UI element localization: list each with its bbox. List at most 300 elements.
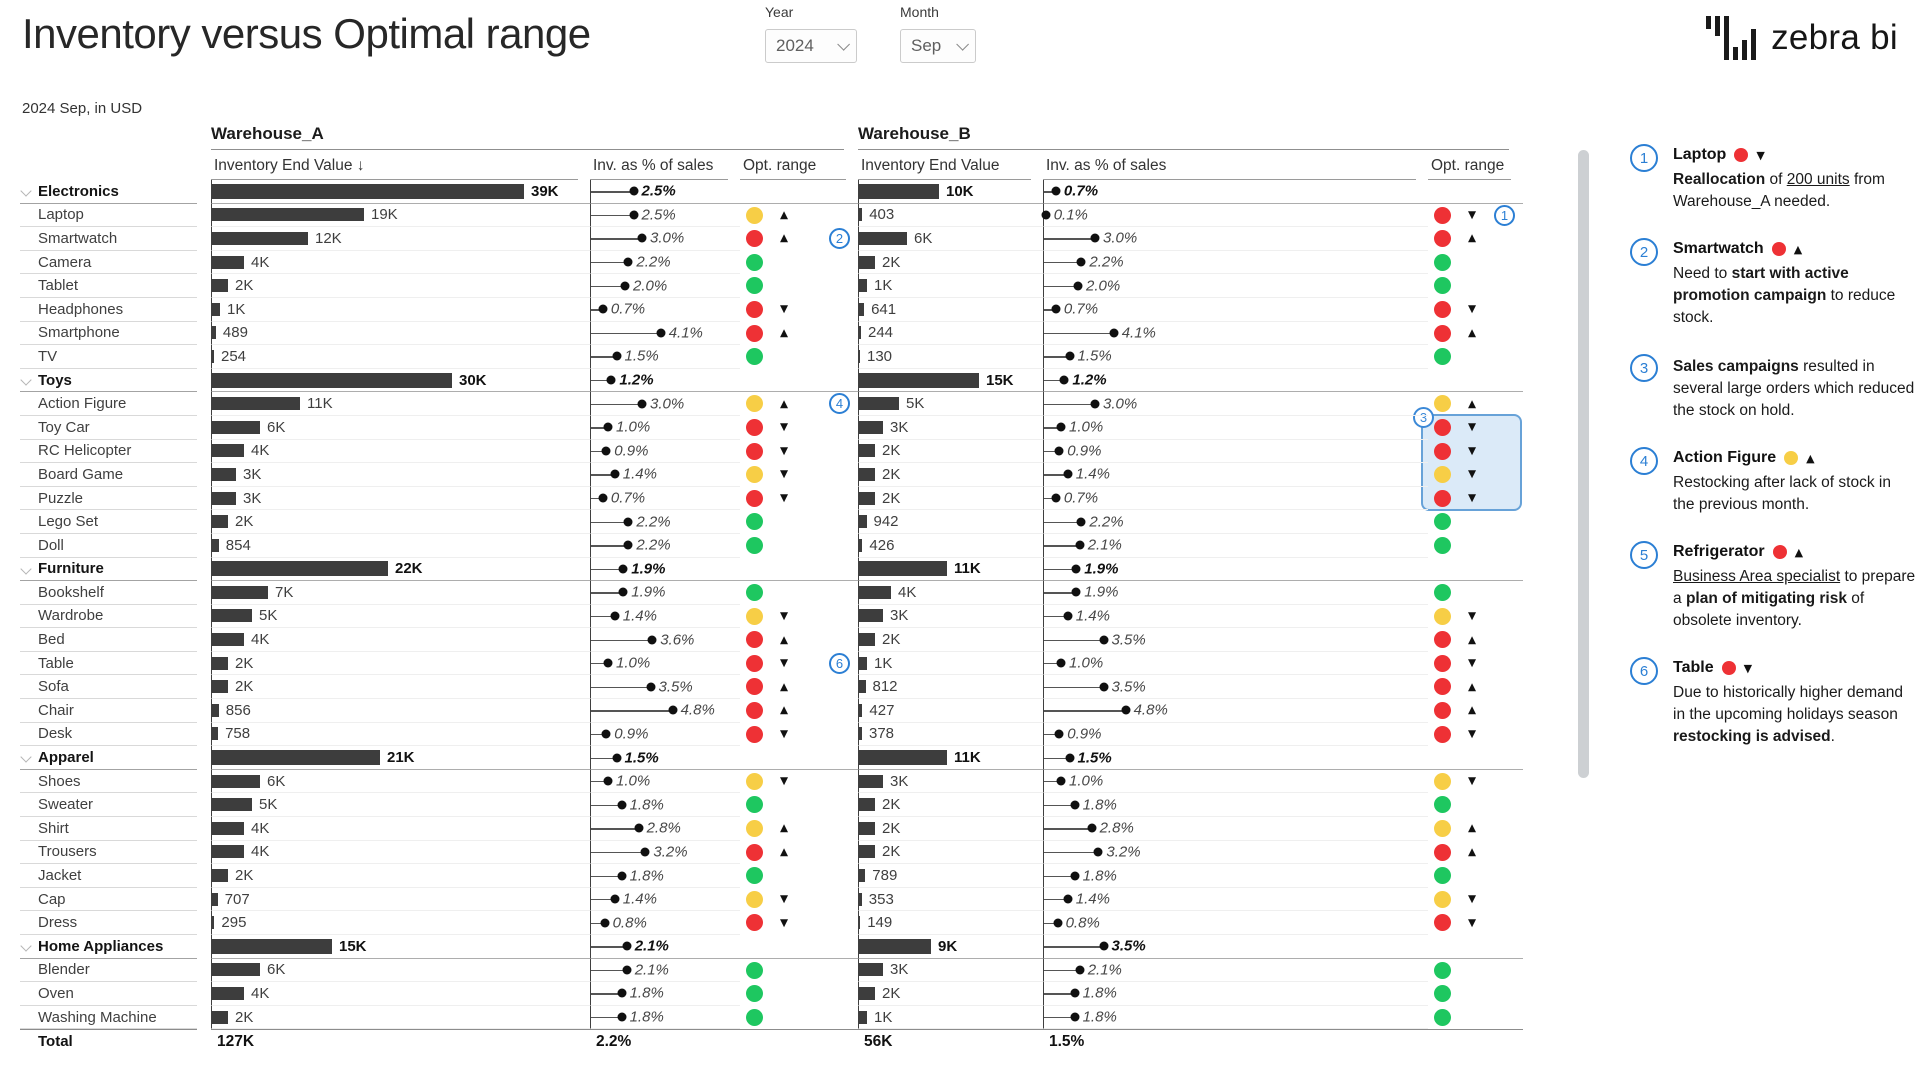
pct-lollipop-a[interactable]: [590, 534, 740, 558]
inventory-bar[interactable]: [212, 869, 228, 882]
pct-lollipop-b[interactable]: [1043, 392, 1428, 416]
category-label[interactable]: [20, 369, 197, 393]
opt-range-dot[interactable]: [1434, 891, 1451, 908]
opt-range-dot[interactable]: [1434, 914, 1451, 931]
category-label[interactable]: [20, 817, 197, 841]
inventory-bar[interactable]: [859, 869, 865, 882]
annotation-text: Business Area specialist to prepare a plan of mitigating risk of obsolete inventory.: [1673, 568, 1916, 629]
opt-range-dot[interactable]: [746, 301, 763, 318]
pct-lollipop-a[interactable]: [590, 770, 740, 794]
pct-lollipop-a[interactable]: [590, 746, 740, 770]
opt-range-cell-b: [1428, 487, 1523, 511]
total-value-a: 127K: [217, 1033, 255, 1051]
opt-range-dot[interactable]: [746, 207, 763, 224]
inventory-bar[interactable]: [859, 444, 875, 457]
col-header-inventory-value-a[interactable]: Inventory End Value ↓: [211, 153, 578, 180]
inventory-bar[interactable]: [859, 963, 883, 976]
comment-badge[interactable]: 2: [829, 228, 850, 249]
category-label[interactable]: [20, 675, 197, 699]
inventory-bar[interactable]: [859, 492, 875, 505]
opt-range-dot[interactable]: [746, 325, 763, 342]
opt-range-dot[interactable]: [746, 443, 763, 460]
inventory-bar[interactable]: [859, 609, 883, 622]
pct-lollipop-b[interactable]: [1043, 463, 1428, 487]
category-label[interactable]: [20, 392, 197, 416]
opt-range-dot[interactable]: [746, 844, 763, 861]
inventory-bar[interactable]: [212, 798, 252, 811]
inventory-bar[interactable]: [859, 515, 867, 528]
opt-range-dot[interactable]: [746, 962, 763, 979]
pct-lollipop-b[interactable]: [1043, 298, 1428, 322]
inventory-bar[interactable]: [212, 421, 260, 434]
inventory-bar[interactable]: [859, 704, 862, 717]
opt-range-dot[interactable]: [1434, 537, 1451, 554]
opt-range-dot[interactable]: [1434, 631, 1451, 648]
pct-lollipop-a[interactable]: [590, 322, 740, 346]
category-label[interactable]: [20, 935, 197, 959]
inventory-bar[interactable]: [212, 987, 244, 1000]
pct-lollipop-a[interactable]: [590, 298, 740, 322]
annotation-number-badge[interactable]: 1: [1630, 144, 1658, 172]
lollipop-dot: [622, 942, 631, 951]
inventory-bar[interactable]: [859, 350, 860, 363]
annotation-number-badge[interactable]: 2: [1630, 238, 1658, 266]
inventory-bar[interactable]: [859, 586, 891, 599]
category-label[interactable]: [20, 487, 197, 511]
pct-lollipop-b[interactable]: [1043, 864, 1428, 888]
comment-badge[interactable]: 4: [829, 393, 850, 414]
inventory-bar[interactable]: [212, 184, 524, 199]
pct-lollipop-b[interactable]: [1043, 251, 1428, 275]
inventory-bar[interactable]: [212, 633, 244, 646]
pct-lollipop-b[interactable]: [1043, 369, 1428, 393]
inventory-bar[interactable]: [212, 515, 228, 528]
inventory-value-label: 9K: [938, 937, 958, 955]
pct-lollipop-a[interactable]: [590, 416, 740, 440]
inventory-bar[interactable]: [212, 208, 364, 221]
pct-lollipop-b[interactable]: [1043, 227, 1428, 251]
inventory-bar[interactable]: [212, 916, 214, 929]
pct-lollipop-b[interactable]: [1043, 1006, 1428, 1030]
month-dropdown[interactable]: [900, 29, 976, 63]
annotation-text: Reallocation of 200 units from Warehouse_A needed.: [1673, 171, 1885, 210]
inventory-bar[interactable]: [212, 704, 219, 717]
pct-lollipop-a[interactable]: [590, 581, 740, 605]
opt-range-dot[interactable]: [746, 608, 763, 625]
inventory-bar[interactable]: [859, 893, 862, 906]
category-label[interactable]: [20, 463, 197, 487]
inventory-bar[interactable]: [859, 775, 883, 788]
category-label[interactable]: [20, 440, 197, 464]
opt-range-dot[interactable]: [1434, 584, 1451, 601]
annotation-number-badge[interactable]: 4: [1630, 447, 1658, 475]
category-label[interactable]: [20, 180, 197, 204]
opt-range-dot[interactable]: [1434, 513, 1451, 530]
opt-range-dot[interactable]: [1434, 1009, 1451, 1026]
opt-range-dot[interactable]: [746, 230, 763, 247]
inventory-bar[interactable]: [859, 232, 907, 245]
category-label[interactable]: [20, 911, 197, 935]
inventory-bar[interactable]: [859, 279, 867, 292]
annotation-number-badge[interactable]: 6: [1630, 657, 1658, 685]
inventory-bar[interactable]: [212, 845, 244, 858]
pct-lollipop-b[interactable]: [1043, 888, 1428, 912]
category-label[interactable]: [20, 227, 197, 251]
pct-lollipop-b[interactable]: [1043, 534, 1428, 558]
inventory-bar[interactable]: [859, 750, 947, 765]
comment-badge[interactable]: 6: [829, 653, 850, 674]
inventory-bar[interactable]: [859, 633, 875, 646]
category-label[interactable]: [20, 652, 197, 676]
inventory-value-label: 11K: [954, 560, 981, 578]
inventory-bar[interactable]: [859, 397, 899, 410]
opt-range-dot[interactable]: [1434, 395, 1451, 412]
opt-range-cell-a: [740, 581, 858, 605]
inventory-bar[interactable]: [212, 303, 220, 316]
pct-lollipop-b[interactable]: [1043, 959, 1428, 983]
inventory-bar[interactable]: [212, 775, 260, 788]
inventory-bar[interactable]: [859, 256, 875, 269]
pct-lollipop-a[interactable]: [590, 911, 740, 935]
opt-range-dot[interactable]: [746, 655, 763, 672]
pct-lollipop-a[interactable]: [590, 864, 740, 888]
inventory-value-label: 11K: [307, 395, 333, 413]
opt-range-dot[interactable]: [746, 702, 763, 719]
opt-range-cell-b: [1428, 770, 1523, 794]
inventory-bar[interactable]: [859, 421, 883, 434]
inventory-bar[interactable]: [859, 184, 939, 199]
pct-lollipop-b[interactable]: [1043, 510, 1428, 534]
pct-lollipop-a[interactable]: [590, 652, 740, 676]
pct-lollipop-a[interactable]: [590, 723, 740, 747]
pct-lollipop-b[interactable]: [1043, 440, 1428, 464]
pct-lollipop-b[interactable]: [1043, 770, 1428, 794]
inventory-bar[interactable]: [859, 373, 979, 388]
annotation-number-badge[interactable]: 5: [1630, 541, 1658, 569]
opt-range-dot[interactable]: [1434, 466, 1451, 483]
category-label[interactable]: [20, 628, 197, 652]
pct-lollipop-a[interactable]: [590, 935, 740, 959]
inventory-bar[interactable]: [212, 1011, 228, 1024]
inventory-bar[interactable]: [859, 939, 931, 954]
category-label[interactable]: [20, 251, 197, 275]
pct-lollipop-a[interactable]: [590, 463, 740, 487]
lollipop-dot: [617, 871, 626, 880]
pct-lollipop-b[interactable]: [1043, 558, 1428, 582]
opt-range-dot[interactable]: [746, 254, 763, 271]
opt-range-dot[interactable]: [1434, 796, 1451, 813]
pct-lollipop-b[interactable]: [1043, 487, 1428, 511]
opt-range-dot[interactable]: [746, 796, 763, 813]
pct-lollipop-a[interactable]: [590, 440, 740, 464]
opt-range-dot[interactable]: [746, 490, 763, 507]
opt-range-dot[interactable]: [746, 891, 763, 908]
pct-value-label: 0.9%: [614, 725, 649, 743]
category-label[interactable]: [20, 793, 197, 817]
opt-range-dot[interactable]: [1434, 985, 1451, 1002]
inventory-bar[interactable]: [212, 279, 228, 292]
table-row: [20, 251, 1523, 275]
pct-lollipop-a[interactable]: [590, 558, 740, 582]
table-row: [20, 440, 1523, 464]
chevron-down-icon[interactable]: [20, 374, 31, 385]
category-label[interactable]: [20, 605, 197, 629]
lollipop-dot: [1055, 446, 1064, 455]
inventory-bar[interactable]: [859, 657, 867, 670]
pct-lollipop-a[interactable]: [590, 1006, 740, 1030]
pct-lollipop-a[interactable]: [590, 369, 740, 393]
inventory-bar[interactable]: [859, 845, 875, 858]
pct-lollipop-b[interactable]: [1043, 322, 1428, 346]
pct-lollipop-b[interactable]: [1043, 204, 1428, 228]
col-header-opt-range-b[interactable]: Opt. range: [1428, 153, 1511, 180]
table-row: [20, 581, 1523, 605]
inventory-bar[interactable]: [859, 208, 862, 221]
inventory-bar[interactable]: [859, 326, 861, 339]
pct-lollipop-a[interactable]: [590, 628, 740, 652]
opt-range-dot[interactable]: [1434, 348, 1451, 365]
pct-lollipop-a[interactable]: [590, 251, 740, 275]
inventory-bar[interactable]: [212, 561, 388, 576]
opt-range-dot[interactable]: [1434, 301, 1451, 318]
inventory-bar[interactable]: [212, 492, 236, 505]
opt-range-dot[interactable]: [1434, 325, 1451, 342]
category-label[interactable]: [20, 723, 197, 747]
pct-lollipop-b[interactable]: [1043, 841, 1428, 865]
year-dropdown[interactable]: [765, 29, 857, 63]
opt-range-dot[interactable]: [1434, 773, 1451, 790]
opt-direction-icon: ▼: [1468, 492, 1477, 505]
inventory-bar[interactable]: [859, 303, 864, 316]
opt-range-dot[interactable]: [746, 867, 763, 884]
inventory-bar[interactable]: [212, 539, 219, 552]
opt-range-dot[interactable]: [746, 773, 763, 790]
vertical-scrollbar[interactable]: [1578, 150, 1589, 778]
category-label[interactable]: [20, 322, 197, 346]
category-label[interactable]: [20, 416, 197, 440]
inventory-bar[interactable]: [212, 373, 452, 388]
pct-lollipop-b[interactable]: [1043, 699, 1428, 723]
pct-lollipop-b[interactable]: [1043, 345, 1428, 369]
pct-lollipop-a[interactable]: [590, 345, 740, 369]
inventory-bar[interactable]: [212, 939, 332, 954]
category-label[interactable]: [20, 888, 197, 912]
category-label[interactable]: [20, 298, 197, 322]
category-label[interactable]: [20, 841, 197, 865]
opt-range-dot[interactable]: [1434, 844, 1451, 861]
inventory-bar-cell-a: [211, 888, 590, 912]
pct-lollipop-a[interactable]: [590, 204, 740, 228]
opt-range-dot[interactable]: [746, 914, 763, 931]
pct-lollipop-b[interactable]: [1043, 605, 1428, 629]
inventory-bar[interactable]: [212, 586, 268, 599]
chevron-down-icon[interactable]: [20, 940, 31, 951]
pct-lollipop-b[interactable]: [1043, 935, 1428, 959]
opt-range-dot[interactable]: [746, 631, 763, 648]
opt-range-dot[interactable]: [1434, 962, 1451, 979]
inventory-bar[interactable]: [859, 822, 875, 835]
pct-lollipop-a[interactable]: [590, 888, 740, 912]
inventory-bar[interactable]: [212, 727, 218, 740]
pct-value-label: 2.2%: [1089, 513, 1124, 531]
inventory-bar[interactable]: [859, 727, 862, 740]
opt-direction-icon: ▲: [780, 680, 789, 693]
pct-lollipop-b[interactable]: [1043, 416, 1428, 440]
category-label[interactable]: [20, 864, 197, 888]
opt-range-dot[interactable]: [746, 584, 763, 601]
pct-lollipop-a[interactable]: [590, 675, 740, 699]
opt-range-dot[interactable]: [746, 820, 763, 837]
inventory-bar[interactable]: [212, 397, 300, 410]
opt-range-dot[interactable]: [746, 513, 763, 530]
category-label[interactable]: [20, 699, 197, 723]
chevron-down-icon[interactable]: [20, 752, 31, 763]
pct-lollipop-a[interactable]: [590, 841, 740, 865]
category-label[interactable]: [20, 534, 197, 558]
category-label[interactable]: [20, 558, 197, 582]
inventory-bar[interactable]: [212, 680, 228, 693]
inventory-bar[interactable]: [212, 750, 380, 765]
category-label-text: Board Game: [38, 465, 124, 483]
pct-lollipop-a[interactable]: [590, 274, 740, 298]
category-label[interactable]: [20, 510, 197, 534]
pct-lollipop-b[interactable]: [1043, 982, 1428, 1006]
annotation-number-badge[interactable]: 3: [1630, 354, 1658, 382]
category-label[interactable]: [20, 204, 197, 228]
category-label[interactable]: [20, 274, 197, 298]
pct-lollipop-b[interactable]: [1043, 911, 1428, 935]
category-label-text: Desk: [38, 725, 73, 743]
inventory-bar[interactable]: [212, 468, 236, 481]
opt-range-dot[interactable]: [1434, 277, 1451, 294]
opt-range-dot[interactable]: [746, 395, 763, 412]
inventory-bar-cell-b: [858, 841, 1043, 865]
comment-badge[interactable]: 3: [1413, 407, 1434, 428]
pct-lollipop-a[interactable]: [590, 510, 740, 534]
opt-range-dot[interactable]: [1434, 419, 1451, 436]
pct-lollipop-b[interactable]: [1043, 817, 1428, 841]
lollipop-stem: [591, 191, 634, 192]
chevron-down-icon[interactable]: [20, 563, 31, 574]
pct-value-label: 1.4%: [1075, 607, 1110, 625]
comment-badge[interactable]: 1: [1494, 205, 1515, 226]
annotation-product-title: [1673, 449, 1916, 467]
opt-range-dot[interactable]: [746, 985, 763, 1002]
pct-lollipop-b[interactable]: [1043, 652, 1428, 676]
opt-range-dot[interactable]: [1434, 867, 1451, 884]
opt-range-dot[interactable]: [746, 1009, 763, 1026]
opt-range-dot[interactable]: [746, 466, 763, 483]
opt-range-dot[interactable]: [1434, 443, 1451, 460]
opt-range-cell-a: [740, 959, 858, 983]
pct-lollipop-b[interactable]: [1043, 723, 1428, 747]
inventory-bar[interactable]: [212, 326, 216, 339]
inventory-bar[interactable]: [859, 1011, 867, 1024]
inventory-bar[interactable]: [859, 468, 875, 481]
opt-range-dot[interactable]: [1434, 655, 1451, 672]
opt-range-dot[interactable]: [746, 348, 763, 365]
inventory-bar[interactable]: [212, 963, 260, 976]
category-label[interactable]: [20, 581, 197, 605]
col-header-pct-sales-a[interactable]: Inv. as % of sales: [590, 153, 728, 180]
pct-lollipop-a[interactable]: [590, 817, 740, 841]
opt-range-cell-a: [740, 793, 858, 817]
inventory-bar[interactable]: [212, 444, 244, 457]
category-label[interactable]: [20, 770, 197, 794]
pct-lollipop-a[interactable]: [590, 180, 740, 204]
opt-range-dot[interactable]: [746, 726, 763, 743]
inventory-bar[interactable]: [212, 609, 252, 622]
pct-lollipop-a[interactable]: [590, 793, 740, 817]
pct-lollipop-b[interactable]: [1043, 180, 1428, 204]
opt-range-dot[interactable]: [1434, 490, 1451, 507]
lollipop-dot: [1051, 187, 1060, 196]
inventory-bar[interactable]: [212, 350, 214, 363]
inventory-bar[interactable]: [859, 987, 875, 1000]
inventory-bar[interactable]: [212, 822, 244, 835]
inventory-bar[interactable]: [859, 680, 866, 693]
opt-direction-icon: ▼: [1468, 303, 1477, 316]
lollipop-dot: [1065, 352, 1074, 361]
col-header-inventory-value-b[interactable]: Inventory End Value: [858, 153, 1031, 180]
pct-lollipop-b[interactable]: [1043, 628, 1428, 652]
pct-lollipop-a[interactable]: [590, 959, 740, 983]
category-label[interactable]: [20, 1006, 197, 1030]
inventory-bar[interactable]: [212, 256, 244, 269]
pct-lollipop-b[interactable]: [1043, 793, 1428, 817]
opt-range-dot[interactable]: [1434, 702, 1451, 719]
chevron-down-icon[interactable]: [20, 185, 31, 196]
col-header-pct-sales-b[interactable]: Inv. as % of sales: [1043, 153, 1416, 180]
pct-lollipop-a[interactable]: [590, 605, 740, 629]
category-label[interactable]: [20, 982, 197, 1006]
col-header-opt-range-a[interactable]: Opt. range: [740, 153, 846, 180]
inventory-bar[interactable]: [212, 893, 218, 906]
opt-range-dot[interactable]: [1434, 820, 1451, 837]
lollipop-dot: [1053, 918, 1062, 927]
pct-lollipop-a[interactable]: [590, 227, 740, 251]
opt-range-dot[interactable]: [746, 678, 763, 695]
opt-range-dot[interactable]: [1434, 726, 1451, 743]
opt-range-dot[interactable]: [1434, 207, 1451, 224]
opt-range-dot[interactable]: [1434, 254, 1451, 271]
pct-lollipop-b[interactable]: [1043, 274, 1428, 298]
opt-range-dot[interactable]: [746, 419, 763, 436]
pct-lollipop-b[interactable]: [1043, 675, 1428, 699]
pct-lollipop-a[interactable]: [590, 487, 740, 511]
pct-lollipop-a[interactable]: [590, 392, 740, 416]
pct-lollipop-b[interactable]: [1043, 746, 1428, 770]
pct-lollipop-a[interactable]: [590, 982, 740, 1006]
opt-range-dot[interactable]: [1434, 230, 1451, 247]
opt-range-dot[interactable]: [1434, 608, 1451, 625]
inventory-bar[interactable]: [212, 657, 228, 670]
category-label[interactable]: [20, 345, 197, 369]
opt-range-dot[interactable]: [746, 537, 763, 554]
opt-range-dot[interactable]: [746, 277, 763, 294]
inventory-bar[interactable]: [859, 916, 860, 929]
inventory-bar[interactable]: [212, 232, 308, 245]
category-label[interactable]: [20, 746, 197, 770]
opt-range-dot[interactable]: [1434, 678, 1451, 695]
inventory-bar[interactable]: [859, 561, 947, 576]
pct-lollipop-a[interactable]: [590, 699, 740, 723]
opt-direction-icon: ▼: [1468, 468, 1477, 481]
inventory-bar[interactable]: [859, 539, 862, 552]
category-label[interactable]: [20, 959, 197, 983]
inventory-bar[interactable]: [859, 798, 875, 811]
pct-lollipop-b[interactable]: [1043, 581, 1428, 605]
